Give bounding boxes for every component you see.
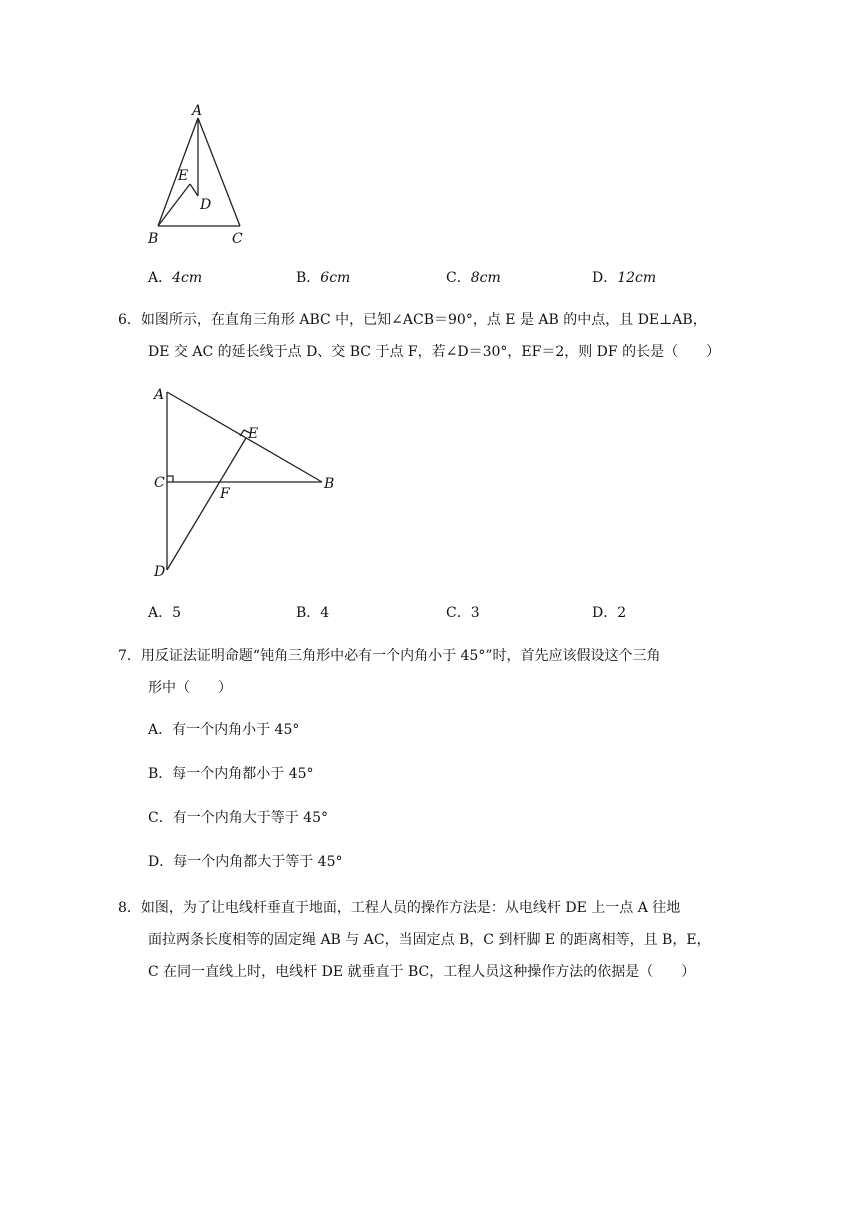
choice-text: 12cm xyxy=(617,270,657,286)
choice-letter: B． xyxy=(296,605,321,621)
choice-letter: A． xyxy=(148,270,173,286)
question-8-line-1: 8．如图，为了让电线杆垂直于地面，工程人员的操作方法是：从电线杆 DE 上一点 A 往地 xyxy=(118,900,681,916)
label-d: D xyxy=(200,197,212,213)
choice-text: 3 xyxy=(470,605,480,621)
choice-text: 6cm xyxy=(320,270,351,286)
label-b: B xyxy=(148,231,159,247)
label-a: A xyxy=(192,103,203,119)
choice-letter: D． xyxy=(592,605,618,621)
label-c: C xyxy=(232,231,243,247)
label-e: E xyxy=(178,168,189,184)
q5-choice-d xyxy=(592,268,656,288)
choice-text: 5 xyxy=(172,605,182,621)
q6-choice-b xyxy=(296,603,329,623)
choice-letter: C． xyxy=(446,605,471,621)
q6-choice-c xyxy=(446,603,480,623)
figure-q5-svg xyxy=(140,100,260,250)
q5-choice-b xyxy=(296,268,350,288)
question-8-line-2: 面拉两条长度相等的固定绳 AB 与 AC，当固定点 B，C 到杆脚 E 的距离相等，且 B，E， xyxy=(148,932,711,948)
label-d: D xyxy=(154,564,166,580)
segment-eb xyxy=(158,184,190,226)
question-6-line-1: 6．如图所示，在直角三角形 ABC 中，已知∠ACB＝90°，点 E 是 AB 的中点，且 DE⊥AB， xyxy=(118,312,707,328)
choice-letter: D． xyxy=(592,270,618,286)
segment-de xyxy=(167,438,246,570)
figure-q6-svg xyxy=(140,380,350,580)
choice-letter: B． xyxy=(296,270,321,286)
question-7-line-2: 形中（ ） xyxy=(148,680,232,696)
question-8-line-3: C 在同一直线上时，电线杆 DE 就垂直于 BC，工程人员这种操作方法的依据是（ ） xyxy=(148,964,696,980)
choice-text: 4 xyxy=(320,605,330,621)
q5-choice-c xyxy=(446,268,501,288)
label-a: A xyxy=(154,387,165,403)
question-7 xyxy=(118,640,738,704)
q5-choice-a xyxy=(148,268,202,288)
q7-choice-d: D．每一个内角都大于等于 45° xyxy=(148,854,343,870)
segment-de xyxy=(190,184,198,196)
question-6 xyxy=(118,304,738,368)
question-8 xyxy=(118,892,738,988)
question-7-line-1: 7．用反证法证明命题“钝角三角形中必有一个内角小于 45°”时，首先应该假设这个三角 xyxy=(118,648,661,664)
label-b: B xyxy=(324,476,335,492)
right-angle-mark-c xyxy=(167,476,173,482)
figure-q5 xyxy=(140,100,260,250)
q7-choice-a: A．有一个内角小于 45° xyxy=(148,722,300,738)
segment-ab xyxy=(167,392,322,482)
q6-choice-a xyxy=(148,603,181,623)
label-f: F xyxy=(220,486,230,502)
q7-choice-b: B．每一个内角都小于 45° xyxy=(148,766,314,782)
q7-choice-c: C．有一个内角大于等于 45° xyxy=(148,810,328,826)
choice-letter: A． xyxy=(148,605,173,621)
choice-text: 4cm xyxy=(172,270,203,286)
label-c: C xyxy=(154,475,165,491)
choice-text: 8cm xyxy=(470,270,501,286)
label-e: E xyxy=(248,426,259,442)
choice-letter: C． xyxy=(446,270,471,286)
q6-choice-d xyxy=(592,603,626,623)
figure-q6 xyxy=(140,380,350,580)
choice-text: 2 xyxy=(617,605,627,621)
question-6-line-2: DE 交 AC 的延长线于点 D、交 BC 于点 F，若∠D＝30°，EF＝2，则 DF 的长是（ ） xyxy=(148,344,721,360)
